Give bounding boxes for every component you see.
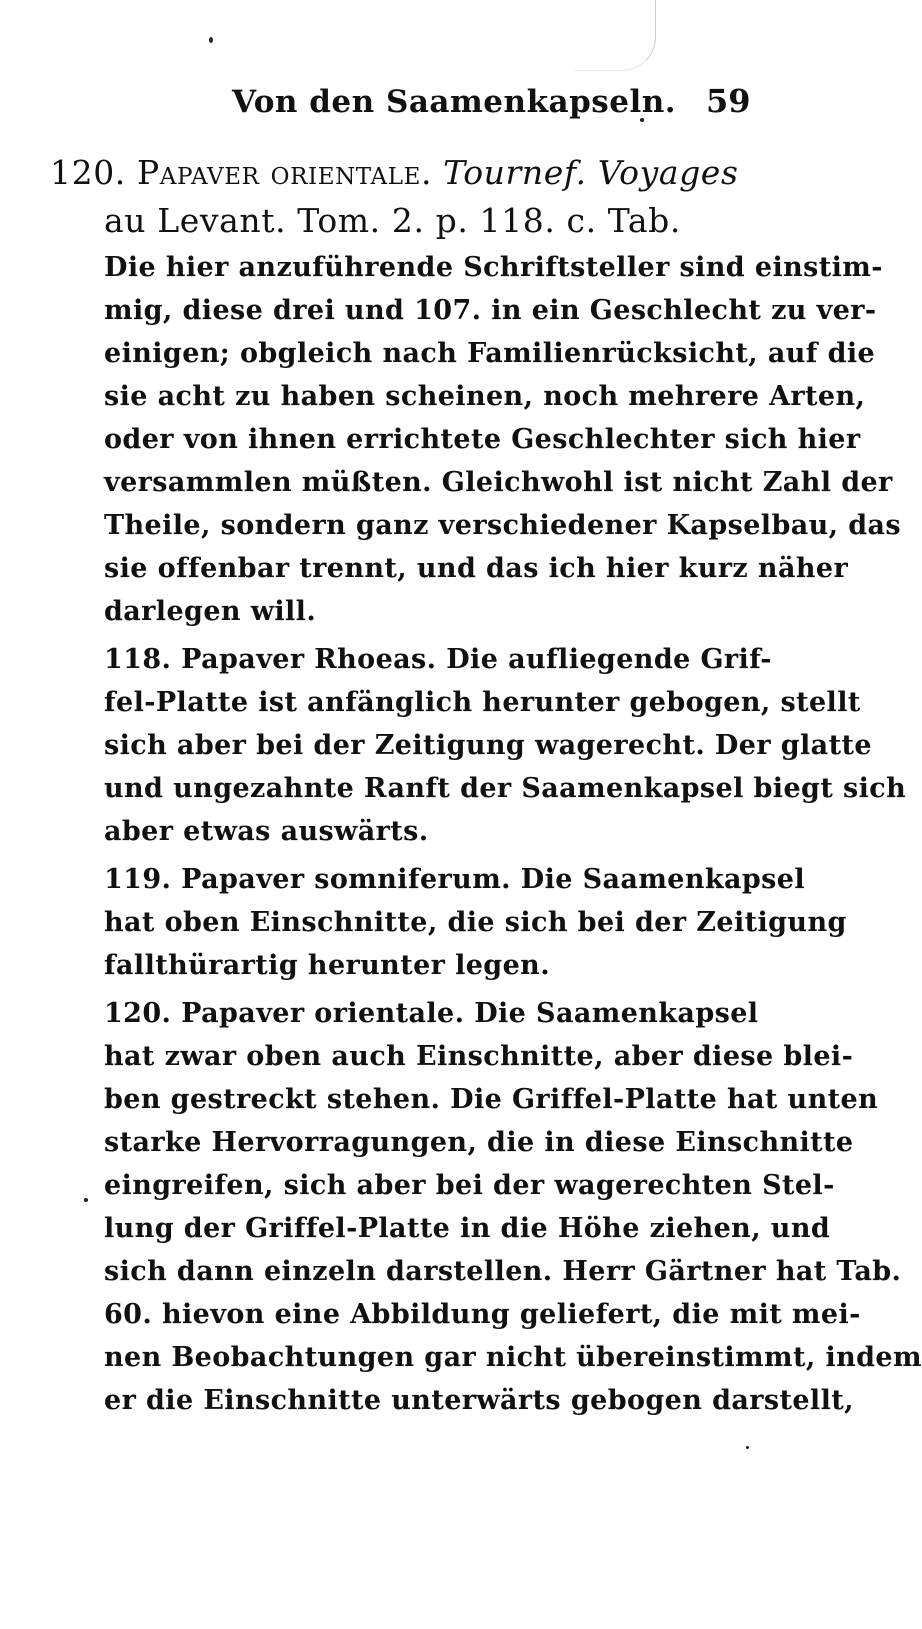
body-line: Die hier anzuführende Schriftsteller sind einstim- — [104, 252, 883, 283]
section-119-line: 119. Papaver somniferum. Die Saamenkapsel — [104, 864, 806, 895]
entry-number: 120. — [50, 153, 126, 192]
body-line: fallthürartig herunter legen. — [104, 950, 550, 981]
body-line: starke Hervorragungen, die in diese Einschnitte — [104, 1127, 854, 1158]
section-118-line: 118. Papaver Rhoeas. Die aufliegende Grif- — [104, 644, 772, 675]
section-120-line: 120. Papaver orientale. Die Saamenkapsel — [104, 998, 759, 1029]
body-line: oder von ihnen errichtete Geschlechter sich hier — [104, 424, 861, 455]
scan-speck — [746, 1446, 749, 1449]
scan-speck — [209, 37, 213, 43]
body-line: darlegen will. — [104, 596, 317, 627]
body-line: und ungezahnte Ranft der Saamenkapsel biegt sich — [104, 773, 907, 804]
body-line: sie acht zu haben scheinen, noch mehrere Arten, — [104, 381, 866, 412]
body-line: fel-Platte ist anfänglich herunter gebogen, stellt — [104, 687, 861, 718]
body-line: sich aber bei der Zeitigung wagerecht. Der glatte — [104, 730, 872, 761]
body-line: Theile, sondern ganz verschiedener Kapselbau, das — [104, 510, 902, 541]
body-line: ben gestreckt stehen. Die Griffel-Platte hat unten — [104, 1084, 879, 1115]
body-line: hat zwar oben auch Einschnitte, aber diese blei- — [104, 1041, 854, 1072]
page-corner-fold — [575, 0, 656, 71]
body-line: einigen; obgleich nach Familienrücksicht, auf die — [104, 338, 876, 369]
scan-speck — [84, 1198, 88, 1202]
citation: Tournef. Voyages — [443, 153, 739, 192]
body-line: 60. hievon eine Abbildung geliefert, die mit mei- — [104, 1299, 861, 1330]
species-name: Papaver orientale. — [136, 153, 433, 192]
entry-title-line — [50, 153, 738, 192]
body-line: aber etwas auswärts. — [104, 816, 429, 847]
citation-continuation: au Levant. Tom. 2. p. 118. c. Tab. — [104, 201, 681, 240]
page-number: 59 — [706, 82, 751, 120]
body-line: mig, diese drei und 107. in ein Geschlecht zu ver- — [104, 295, 877, 326]
body-line: sich dann einzeln darstellen. Herr Gärtner hat Tab. — [104, 1256, 902, 1287]
body-line: hat oben Einschnitte, die sich bei der Zeitigung — [104, 907, 847, 938]
body-line: er die Einschnitte unterwärts gebogen darstellt, — [104, 1385, 854, 1416]
body-line: eingreifen, sich aber bei der wagerechten Stel- — [104, 1170, 835, 1201]
body-line: sie offenbar trennt, und das ich hier kurz näher — [104, 553, 849, 584]
running-title: Von den Saamenkapseln. — [232, 84, 677, 120]
body-line: nen Beobachtungen gar nicht übereinstimmt, indem — [104, 1342, 922, 1373]
body-line: versammlen müßten. Gleichwohl ist nicht Zahl der — [104, 467, 893, 498]
body-line: lung der Griffel-Platte in die Höhe ziehen, und — [104, 1213, 831, 1244]
